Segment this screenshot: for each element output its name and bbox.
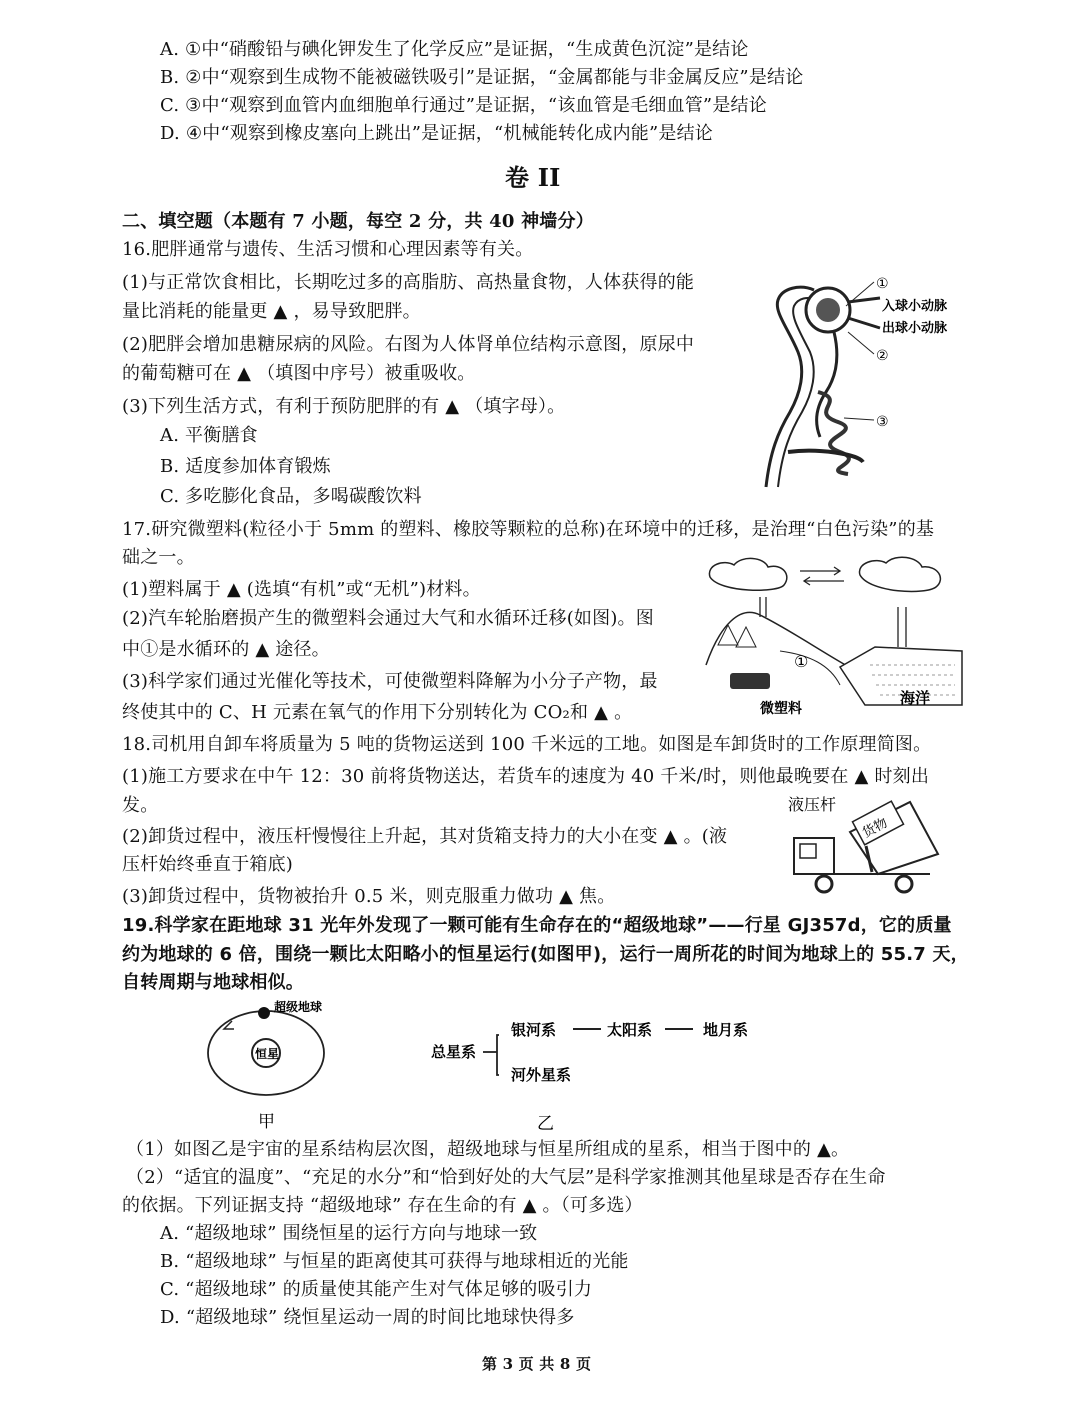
nephron-label-afferent: 入球小动脉 xyxy=(882,299,948,314)
q19-option-b: B. “超级地球” 与恒星的距离使其可获得与地球相近的光能 xyxy=(160,1251,629,1272)
q15-option-b: B. ②中“观察到生成物不能被磁铁吸引”是证据，“金属都能与非金属反应”是结论 xyxy=(160,67,804,88)
q19-part2-line2: 的依据。下列证据支持 “超级地球” 存在生命的有 ▲ 。（可多选） xyxy=(122,1195,643,1216)
cycle-label-1: ① xyxy=(794,652,809,671)
q17-part2-line2: 中①是水循环的 ▲ 途径。 xyxy=(122,639,330,660)
orbit-figure xyxy=(200,995,350,1135)
section-title: 卷 II xyxy=(505,163,561,192)
star-label: 恒星 xyxy=(255,1047,280,1061)
q16-part3: (3)下列生活方式，有利于预防肥胖的有 ▲ （填字母）。 xyxy=(122,396,566,417)
q15-option-d: D. ④中“观察到橡皮塞向上跳出”是证据，“机械能转化成内能”是结论 xyxy=(160,123,713,144)
q16-option-c: C. 多吃膨化食品，多喝碳酸饮料 xyxy=(160,486,422,507)
hydraulic-rod-label: 液压杆 xyxy=(788,795,837,814)
q16-part2-line2: 的葡萄糖可在 ▲ （填图中序号）被重吸收。 xyxy=(122,363,476,384)
q18-part2-line1: (2)卸货过程中，液压杆慢慢往上升起，其对货箱支持力的大小在变 ▲ 。(液 xyxy=(122,826,728,847)
q19-option-d: D. “超级地球” 绕恒星运动一周的时间比地球快得多 xyxy=(160,1307,575,1328)
dump-truck-figure xyxy=(780,792,950,902)
figure-b-caption: 乙 xyxy=(537,1114,554,1134)
q19-option-c: C. “超级地球” 的质量使其能产生对气体足够的吸引力 xyxy=(160,1279,593,1300)
microplastic-label: 微塑料 xyxy=(760,701,802,717)
nephron-label-2: ② xyxy=(876,348,889,364)
super-earth-label: 超级地球 xyxy=(274,1000,323,1014)
q16-part1-line2: 量比消耗的能量更 ▲ ，易导致肥胖。 xyxy=(122,301,421,322)
q18-part1-line1: (1)施工方要求在中午 12：30 前将货物送达，若货车的速度为 40 千米/时，则他最晚要在 ▲ 时刻出 xyxy=(122,766,930,787)
nephron-label-efferent: 出球小动脉 xyxy=(882,321,948,336)
q19-stem-line1: 19.科学家在距地球 31 光年外发现了一颗可能有生命存在的“超级地球”——行星 GJ357d，它的质量 xyxy=(122,915,952,936)
q19-part2-line1: （2）“适宜的温度”、“充足的水分”和“恰到好处的大气层”是科学家推测其他星球是否存在生命 xyxy=(126,1167,886,1188)
nephron-label-1: ① xyxy=(876,276,889,292)
q16-stem: 16.肥胖通常与遗传、生活习惯和心理因素等有关。 xyxy=(122,239,534,260)
q17-part3-line1: (3)科学家们通过光催化等技术，可使微塑料降解为小分子产物，最 xyxy=(122,671,658,692)
part2-heading: 二、填空题（本题有 7 小题，每空 2 分，共 40 神墙分） xyxy=(122,211,594,232)
q18-part2-line2: 压杆始终垂直于箱底) xyxy=(122,854,294,875)
q19-option-a: A. “超级地球” 围绕恒星的运行方向与地球一致 xyxy=(160,1223,538,1244)
q17-stem-line2: 础之一。 xyxy=(122,547,195,568)
q16-part1-line1: (1)与正常饮食相比，长期吃过多的高脂肪、高热量食物，人体获得的能 xyxy=(122,272,695,293)
nephron-label-3: ③ xyxy=(876,414,889,430)
solar-system-label: 太阳系 xyxy=(607,1021,653,1039)
q18-stem: 18.司机用自卸车将质量为 5 吨的货物运送到 100 千米远的工地。如图是车卸货时的工作原理简图。 xyxy=(122,734,932,755)
q19-stem-line3: 自转周期与地球相似。 xyxy=(122,972,304,993)
ocean-label: 海洋 xyxy=(900,689,931,707)
q15-option-a: A. ①中“硝酸铅与碘化钾发生了化学反应”是证据，“生成黄色沉淀”是结论 xyxy=(160,39,749,60)
q15-option-c: C. ③中“观察到血管内血细胞单行通过”是证据，“该血管是毛细血管”是结论 xyxy=(160,95,767,116)
figure-a-caption: 甲 xyxy=(258,1112,275,1132)
q17-part2-line1: (2)汽车轮胎磨损产生的微塑料会通过大气和水循环迁移(如图)。图 xyxy=(122,608,654,629)
q16-option-a: A. 平衡膳食 xyxy=(160,425,258,446)
nephron-figure xyxy=(748,262,963,497)
galaxy-hierarchy-figure xyxy=(425,1005,765,1135)
q16-option-b: B. 适度参加体育锻炼 xyxy=(160,456,331,477)
q18-part1-line2: 发。 xyxy=(122,795,159,816)
cargo-label: 货物 xyxy=(860,815,891,842)
q17-part1: (1)塑料属于 ▲ (选填“有机”或“无机”)材料。 xyxy=(122,579,481,600)
page-footer: 第 3 页 共 8 页 xyxy=(482,1355,592,1373)
q17-part3-line2: 终使其中的 C、H 元素在氧气的作用下分别转化为 CO₂和 ▲ 。 xyxy=(122,702,633,723)
q19-stem-line2: 约为地球的 6 倍，围绕一颗比太阳略小的恒星运行(如图甲)，运行一周所花的时间为地球上的 55.7 天， xyxy=(122,944,969,965)
microplastic-cycle-figure xyxy=(700,555,965,720)
q17-stem-line1: 17.研究微塑料(粒径小于 5mm 的塑料、橡胶等颗粒的总称)在环境中的迁移，是治理“白色污染”的基 xyxy=(122,519,935,540)
q18-part3: (3)卸货过程中，货物被抬升 0.5 米，则克服重力做功 ▲ 焦。 xyxy=(122,886,616,907)
milky-way-label: 银河系 xyxy=(511,1021,557,1039)
q16-part2-line1: (2)肥胖会增加患糖尿病的风险。右图为人体肾单位结构示意图，原尿中 xyxy=(122,334,695,355)
earth-moon-label: 地月系 xyxy=(703,1021,749,1039)
universe-label: 总星系 xyxy=(431,1043,477,1061)
other-galaxies-label: 河外星系 xyxy=(511,1066,572,1084)
q19-part1: （1）如图乙是宇宙的星系结构层次图，超级地球与恒星所组成的星系，相当于图中的 ▲。 xyxy=(126,1139,850,1160)
